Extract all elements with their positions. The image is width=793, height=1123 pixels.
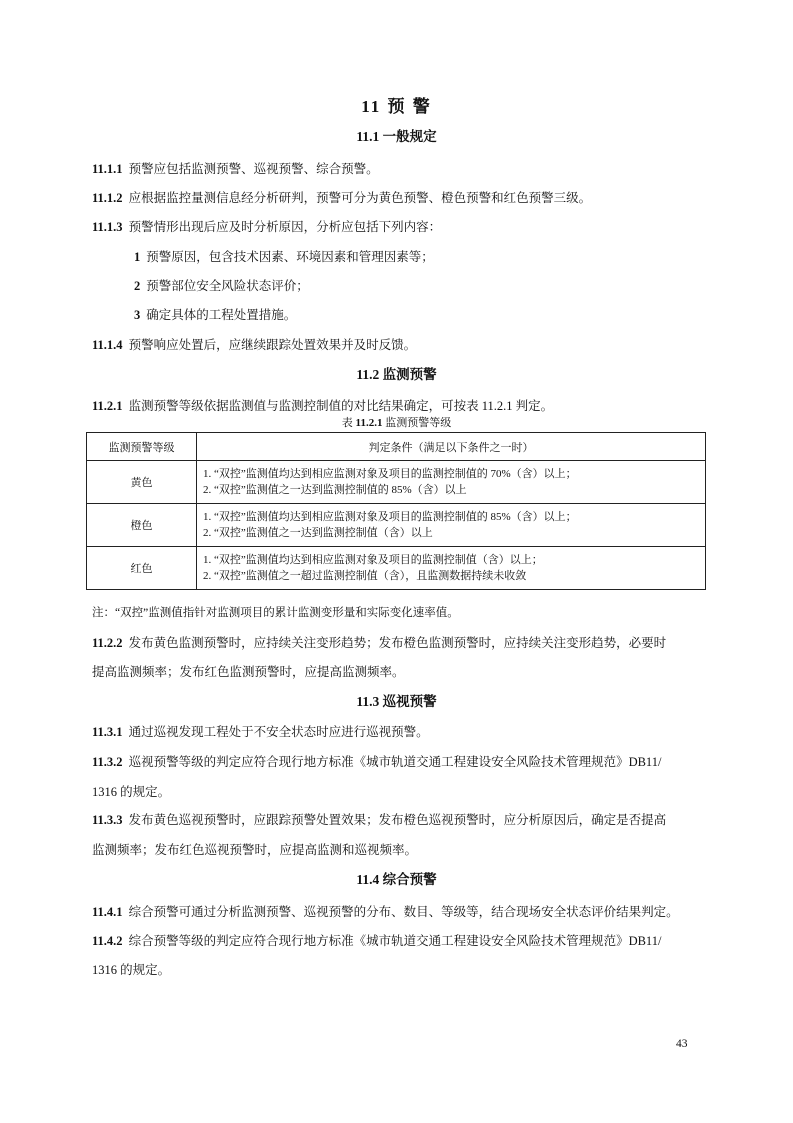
clause-text: 巡视预警等级的判定应符合现行地方标准《城市轨道交通工程建设安全风险技术管理规范》DB11/ [128, 755, 662, 769]
clause-11-3-3-cont: 监测频率；发布红色巡视预警时，应提高监测和巡视频率。 [92, 843, 418, 857]
clause-11-4-2 [92, 933, 661, 949]
clause-11-2-2 [92, 635, 666, 651]
clause-11-4-1 [92, 904, 679, 920]
clause-11-1-3 [92, 219, 441, 235]
clause-11-1-4 [92, 337, 416, 353]
table-header-row [87, 433, 706, 461]
clause-number: 11.2.2 [92, 636, 123, 650]
clause-11-3-1 [92, 724, 429, 740]
condition: 2. “双控”监测值之一超过监测控制值（含），且监测数据持续未收敛 [203, 570, 527, 582]
clause-number: 11.1.3 [92, 220, 123, 234]
clause-11-1-1 [92, 161, 379, 177]
clause-text: 应根据监控量测信息经分析研判，预警可分为黄色预警、橙色预警和红色预警三级。 [128, 191, 592, 205]
condition: 2. “双控”监测值之一达到监测控制值的 85%（含）以上 [203, 484, 467, 496]
clause-number: 11.3.1 [92, 725, 123, 739]
section-heading-11-2: 11.2 监测预警 [356, 367, 437, 382]
table-note: 注：“双控”监测值指针对监测项目的累计监测变形量和实际变化速率值。 [92, 607, 459, 619]
clause-text: 发布黄色监测预警时，应持续关注变形趋势；发布橙色监测预警时，应持续关注变形趋势，必要时 [128, 636, 667, 650]
list-item [134, 278, 309, 294]
warning-level-table [86, 432, 706, 590]
clause-11-4-2-cont: 1316 的规定。 [92, 963, 171, 977]
clause-number: 11.2.1 [92, 399, 123, 413]
table-row [87, 461, 706, 504]
condition-cell [197, 504, 706, 547]
clause-number: 11.4.1 [92, 905, 123, 919]
condition: 1. “双控”监测值均达到相应监测对象及项目的监测控制值（含）以上； [203, 554, 543, 566]
item-number: 2 [134, 279, 141, 293]
clause-number: 11.4.2 [92, 934, 123, 948]
clause-text: 监测预警等级依据监测值与监测控制值的对比结果确定，可按表 11.2.1 判定。 [128, 399, 554, 413]
item-number: 3 [134, 308, 141, 322]
clause-text: 预警应包括监测预警、巡视预警、综合预警。 [128, 162, 379, 176]
clause-11-1-2 [92, 190, 591, 206]
chapter-title: 11 预 警 [361, 97, 432, 116]
page-number: 43 [676, 1038, 688, 1050]
item-text: 预警部位安全风险状态评价； [146, 279, 309, 293]
column-header: 判定条件（满足以下条件之一时） [197, 433, 706, 461]
caption-title: 监测预警等级 [385, 417, 452, 429]
list-item [134, 249, 434, 265]
caption-prefix: 表 [341, 417, 353, 429]
caption-number: 11.2.1 [355, 417, 383, 429]
clause-11-2-1 [92, 398, 553, 414]
section-heading-11-3: 11.3 巡视预警 [356, 694, 437, 709]
section-heading-11-1: 11.1 一般规定 [356, 129, 437, 144]
section-heading-11-4: 11.4 综合预警 [356, 872, 437, 887]
condition: 1. “双控”监测值均达到相应监测对象及项目的监测控制值的 85%（含）以上； [203, 511, 577, 523]
clause-number: 11.3.2 [92, 755, 123, 769]
item-text: 确定具体的工程处置措施。 [146, 308, 297, 322]
item-number: 1 [134, 250, 141, 264]
clause-number: 11.3.3 [92, 813, 123, 827]
condition-cell [197, 547, 706, 590]
table-row [87, 547, 706, 590]
clause-11-2-2-cont: 提高监测频率；发布红色监测预警时，应提高监测频率。 [92, 665, 405, 679]
item-text: 预警原因，包含技术因素、环境因素和管理因素等； [146, 250, 434, 264]
clause-11-3-3 [92, 812, 666, 828]
clause-text: 预警响应处置后，应继续跟踪处置效果并及时反馈。 [128, 338, 417, 352]
clause-text: 预警情形出现后应及时分析原因，分析应包括下列内容： [128, 220, 442, 234]
table-row [87, 504, 706, 547]
list-item [134, 307, 296, 323]
clause-text: 通过巡视发现工程处于不安全状态时应进行巡视预警。 [128, 725, 429, 739]
level-cell: 黄色 [87, 461, 197, 504]
clause-11-3-2-cont: 1316 的规定。 [92, 785, 171, 799]
clause-text: 综合预警可通过分析监测预警、巡视预警的分布、数目、等级等，结合现场安全状态评价结果判定。 [128, 905, 679, 919]
clause-number: 11.1.2 [92, 191, 123, 205]
condition: 1. “双控”监测值均达到相应监测对象及项目的监测控制值的 70%（含）以上； [203, 468, 577, 480]
clause-text: 综合预警等级的判定应符合现行地方标准《城市轨道交通工程建设安全风险技术管理规范》DB11/ [128, 934, 662, 948]
condition: 2. “双控”监测值之一达到监测控制值（含）以上 [203, 527, 433, 539]
level-cell: 红色 [87, 547, 197, 590]
clause-number: 11.1.4 [92, 338, 123, 352]
clause-text: 发布黄色巡视预警时，应跟踪预警处置效果；发布橙色巡视预警时，应分析原因后，确定是否提高 [128, 813, 667, 827]
column-header: 监测预警等级 [87, 433, 197, 461]
condition-cell [197, 461, 706, 504]
table-caption [0, 414, 793, 432]
level-cell: 橙色 [87, 504, 197, 547]
clause-11-3-2 [92, 754, 661, 770]
clause-number: 11.1.1 [92, 162, 123, 176]
